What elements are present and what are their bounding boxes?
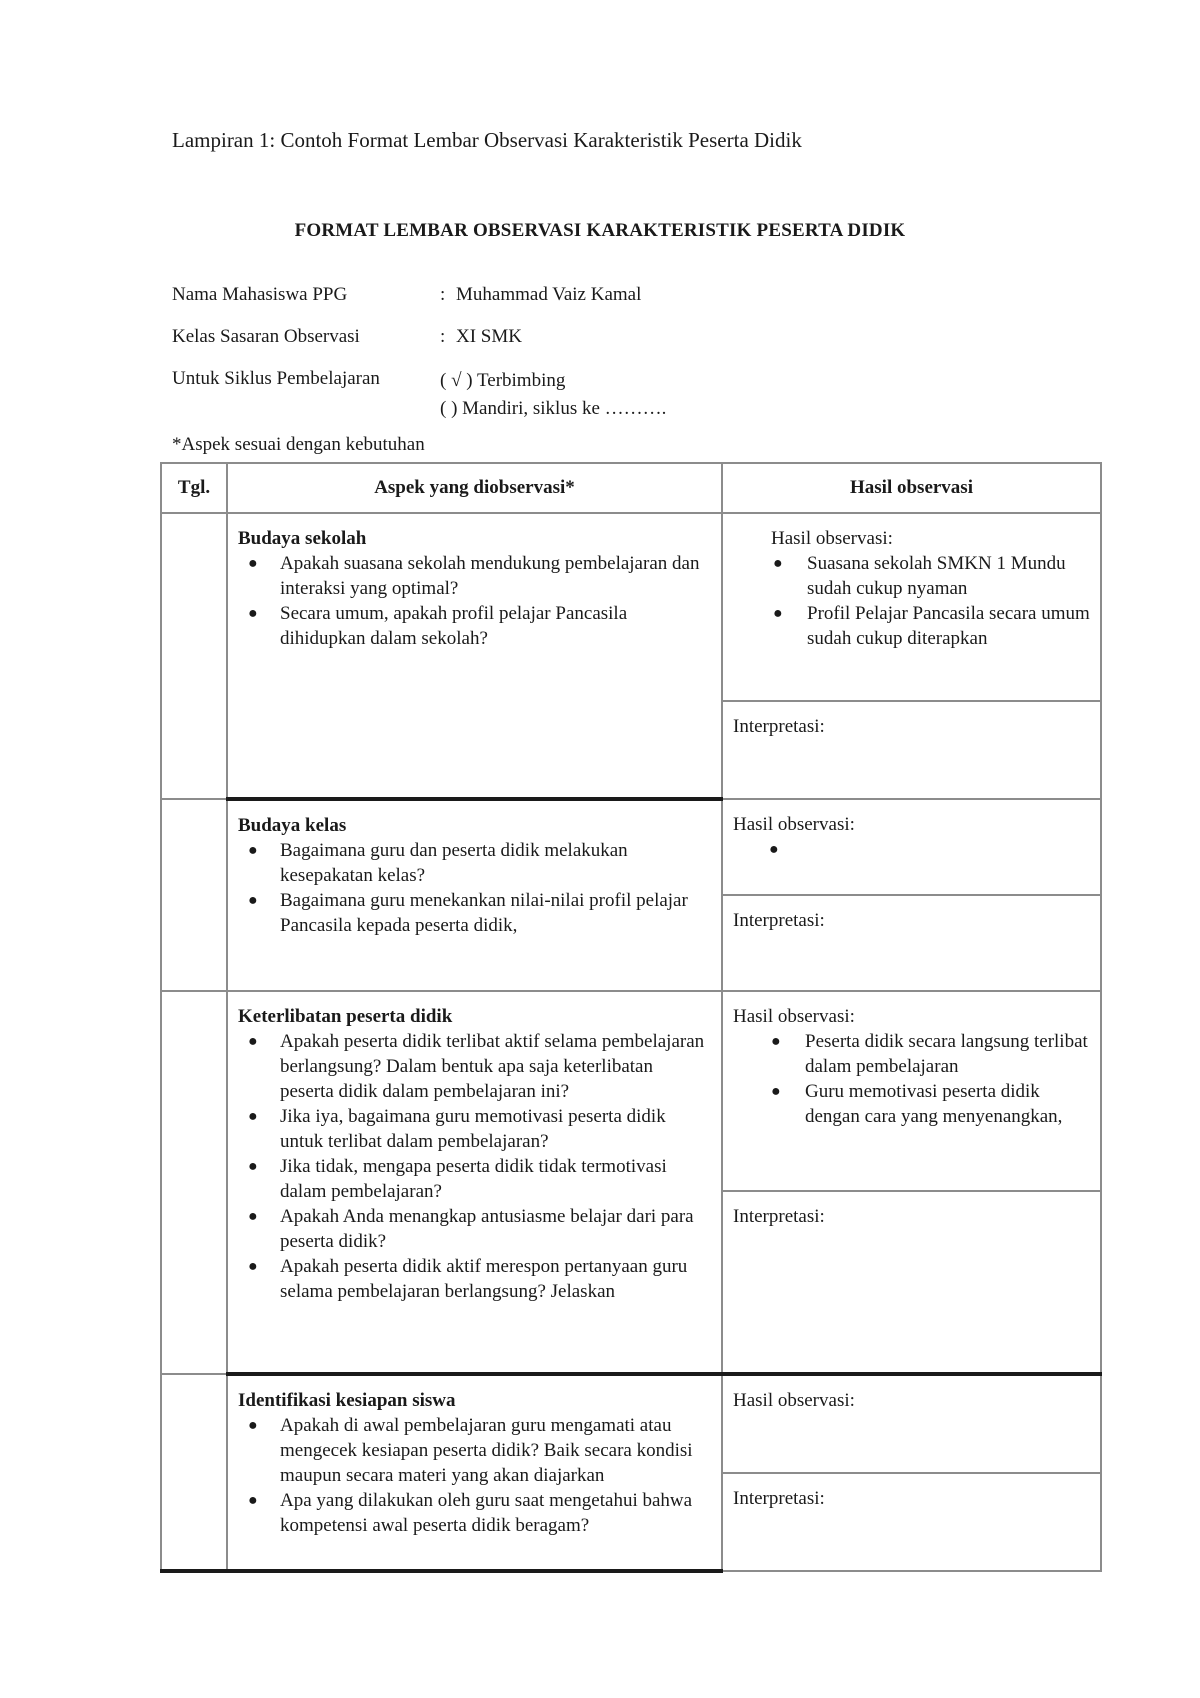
tgl-cell — [161, 799, 227, 991]
table-row — [161, 1374, 1101, 1473]
list-item: ● Apakah peserta didik terlibat aktif selama pembelajaran berlangsung? Dalam bentuk apa saja keterlibatan peserta didik dalam pembelajaran ini? — [248, 1031, 705, 1102]
table-header-row — [161, 463, 1101, 513]
bullet-icon: ● — [771, 1033, 781, 1050]
interpretasi-label: Interpretasi: — [733, 716, 825, 737]
list-item: ● Apakah di awal pembelajaran guru mengamati atau mengecek kesiapan peserta didik? Baik secara kondisi maupun secara materi yang akan diajarkan — [248, 1415, 693, 1486]
aspek-cell — [227, 799, 722, 991]
interpretasi-cell — [722, 701, 1101, 799]
list-item: ● Apa yang dilakukan oleh guru saat mengetahui bahwa kompetensi awal peserta didik beragam? — [248, 1490, 693, 1536]
table-row — [161, 991, 1101, 1191]
list-item: ● Guru memotivasi peserta didik dengan cara yang menyenangkan, — [771, 1081, 1063, 1127]
bullet-icon: ● — [248, 842, 258, 859]
hasil-cell — [722, 1374, 1101, 1473]
hasil-label: Hasil observasi: — [771, 528, 893, 549]
bullet-icon: ● — [248, 1158, 258, 1175]
list-item: ● Secara umum, apakah profil pelajar Pancasila dihidupkan dalam sekolah? — [248, 603, 628, 649]
list-item: ● Jika iya, bagaimana guru memotivasi peserta didik untuk terlibat dalam pembelajaran? — [248, 1106, 666, 1152]
aspek-cell — [227, 513, 722, 799]
document-title: FORMAT LEMBAR OBSERVASI KARAKTERISTIK PESERTA DIDIK — [294, 220, 906, 241]
list-item: ● Apakah suasana sekolah mendukung pembelajaran dan interaksi yang optimal? — [248, 553, 700, 599]
hasil-cell — [722, 513, 1101, 701]
nama-label: Nama Mahasiswa PPG — [172, 284, 348, 305]
list-item: ● Apakah peserta didik aktif merespon pertanyaan guru selama pembelajaran berlangsung? Jelaskan — [248, 1256, 688, 1302]
tgl-cell — [161, 513, 227, 799]
tgl-cell — [161, 991, 227, 1374]
observation-table — [160, 462, 1102, 1573]
list-item: ● Apakah Anda menangkap antusiasme belajar dari para peserta didik? — [248, 1206, 694, 1252]
bullet-icon: ● — [248, 1033, 258, 1050]
table-row — [161, 799, 1101, 895]
hasil-cell — [722, 991, 1101, 1191]
nama-value: Muhammad Vaiz Kamal — [456, 284, 642, 305]
bullet-icon: ● — [771, 1083, 781, 1100]
header-tgl: Tgl. — [161, 463, 227, 513]
interpretasi-cell — [722, 1473, 1101, 1571]
interpretasi-label: Interpretasi: — [733, 1488, 825, 1509]
table-row — [161, 513, 1101, 701]
bullet-icon: ● — [248, 605, 258, 622]
interpretasi-cell — [722, 1191, 1101, 1374]
aspect-note: *Aspek sesuai dengan kebutuhan — [172, 434, 425, 455]
list-item: ● Bagaimana guru menekankan nilai-nilai profil pelajar Pancasila kepada peserta didik, — [248, 890, 688, 936]
bullet-icon: ● — [248, 1492, 258, 1509]
list-item: ● Suasana sekolah SMKN 1 Mundu sudah cukup nyaman — [773, 553, 1066, 599]
bullet-icon: ● — [248, 1258, 258, 1275]
siklus-label: Untuk Siklus Pembelajaran — [172, 368, 380, 389]
section-heading: Budaya sekolah — [238, 528, 367, 549]
list-item: ● Jika tidak, mengapa peserta didik tidak termotivasi dalam pembelajaran? — [248, 1156, 667, 1202]
hasil-cell — [722, 799, 1101, 895]
hasil-label: Hasil observasi: — [733, 814, 855, 835]
hasil-label: Hasil observasi: — [733, 1006, 855, 1027]
aspek-cell — [227, 991, 722, 1374]
list-item: ● Profil Pelajar Pancasila secara umum sudah cukup diterapkan — [773, 603, 1090, 649]
siklus-option-mandiri: ( ) Mandiri, siklus ke ………. — [440, 398, 667, 419]
siklus-option-terbimbing: ( √ ) Terbimbing — [440, 370, 566, 391]
section-heading: Identifikasi kesiapan siswa — [238, 1390, 456, 1411]
tgl-cell — [161, 1374, 227, 1571]
aspek-cell — [227, 1374, 722, 1571]
bullet-icon: ● — [773, 555, 783, 572]
bullet-icon: ● — [248, 1417, 258, 1434]
interpretasi-label: Interpretasi: — [733, 1206, 825, 1227]
bullet-icon: ● — [248, 892, 258, 909]
nama-colon: : — [440, 284, 446, 305]
bullet-icon: ● — [769, 841, 779, 858]
interpretasi-cell — [722, 895, 1101, 991]
attachment-caption: Lampiran 1: Contoh Format Lembar Observasi Karakteristik Peserta Didik — [172, 128, 802, 152]
bullet-icon: ● — [248, 555, 258, 572]
kelas-label: Kelas Sasaran Observasi — [172, 326, 360, 347]
section-heading: Keterlibatan peserta didik — [238, 1006, 453, 1027]
section-heading: Budaya kelas — [238, 815, 347, 836]
bullet-icon: ● — [248, 1108, 258, 1125]
list-item: ● Peserta didik secara langsung terlibat dalam pembelajaran — [771, 1031, 1088, 1077]
bullet-icon: ● — [773, 605, 783, 622]
bullet-icon: ● — [248, 1208, 258, 1225]
kelas-colon: : — [440, 326, 446, 347]
list-item: ● Bagaimana guru dan peserta didik melakukan kesepakatan kelas? — [248, 840, 628, 886]
header-hasil: Hasil observasi — [722, 463, 1101, 513]
kelas-value: XI SMK — [456, 326, 522, 347]
interpretasi-label: Interpretasi: — [733, 910, 825, 931]
header-aspek: Aspek yang diobservasi* — [227, 463, 722, 513]
hasil-label: Hasil observasi: — [733, 1390, 855, 1411]
